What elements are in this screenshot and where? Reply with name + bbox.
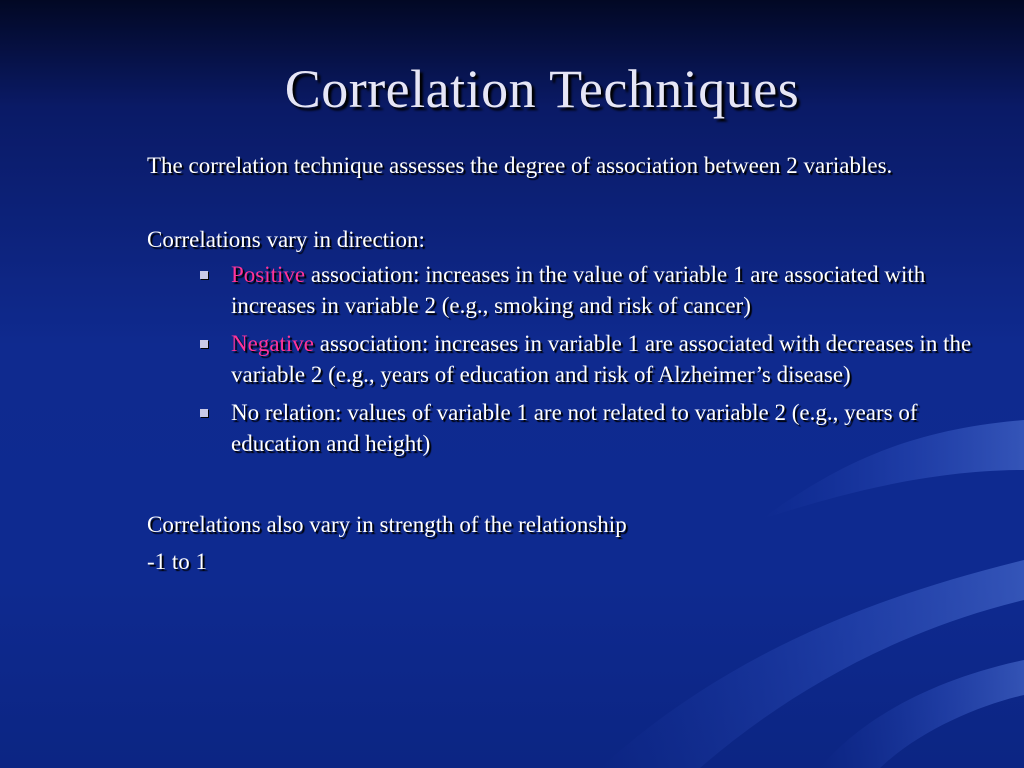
bullet-text: No relation: values of variable 1 are not related to variable 2 (e.g., years of education and height) [231,400,918,456]
bullet-positive [147,259,987,321]
square-bullet-icon [200,340,208,348]
spacer [147,181,987,224]
direction-list [147,259,987,459]
slide-body [147,150,987,577]
negative-label: Negative [231,331,315,356]
spacer [147,466,987,509]
strength-line: Correlations also vary in strength of the relationship [147,512,627,537]
range-line: -1 to 1 [147,549,208,574]
slide-title: Correlation Techniques [284,59,800,119]
bullet-text: association: increases in variable 1 are associated with decreases in the variable 2 (e.g., years of education and risk of Alzheimer’s disease) [231,331,972,387]
bullet-no-relation [147,397,987,459]
bullet-text: association: increases in the value of variable 1 are associated with increases in variable 2 (e.g., smoking and risk of cancer) [231,262,926,318]
intro-paragraph: The correlation technique assesses the degree of association between 2 variables. [147,153,893,178]
square-bullet-icon [200,271,208,279]
bullet-negative [147,328,987,390]
direction-heading: Correlations vary in direction: [147,227,425,252]
square-bullet-icon [200,409,208,417]
positive-label: Positive [231,262,306,287]
